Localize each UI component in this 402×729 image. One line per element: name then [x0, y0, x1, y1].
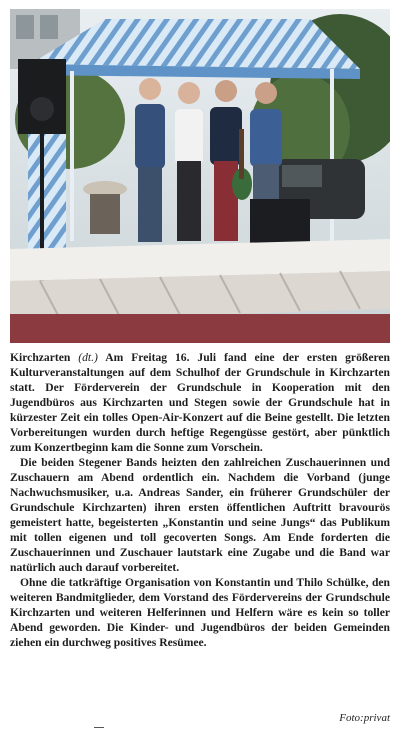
article-paragraph-2: Die beiden Stegener Bands heizten den zahlreichen Zuschauerinnen und Zuschauern am Abend ordentlich ein. Nachdem die Vorband (junge Nachwuchsmusiker, u.a. Andreas Sander, ein früherer Grundschüler der Grundschule Kirchzarten) ihren ersten öffentlichen Auftritt bravourös gemeistert hatte, begeisterten „Konstantin und seine Jungs“ das Publikum mit tollen eigenen und toll gecoverten Songs. Am Ende forderten die Zuschauerinnen und Zuschauer lautstark eine Zugabe und die Band war natürlich auch darauf vorbereitet. — [10, 456, 390, 574]
page-mark — [94, 727, 104, 728]
article-paragraph-1 — [10, 350, 390, 455]
dateline: Kirchzarten — [10, 351, 71, 364]
article-paragraph-3: Ohne die tatkräftige Organisation von Konstantin und Thilo Schülke, den weiteren Bandmitglieder, dem Vorstand des Fördervereins der Grundschule Kirchzarten und weiteren Helferinnen und Helfern wäre es kein so toller Abend geworden. Die Kinder- und Jugendbüros der beiden Gemeinden ziehen ein durchweg positives Resümee. — [10, 576, 390, 649]
article-text — [10, 350, 390, 650]
paragraph-1-body: Am Freitag 16. Juli fand eine der ersten größeren Kulturveranstaltungen auf dem Schulhof der Grundschule in Kirchzarten statt. Der Förderverein der Grundschule in Kooperation mit den Jugendbüros aus Kirchzarten und Stegen sowie der Grundschule hat in kürzester Zeit ein tolles Open-Air-Konzert auf die Beine gestellt. Die letzten Vorbereitungen wurden durch heftige Regengüsse gestört, aber pünktlich zum Konzertbeginn kam die Sonne zum Vorschein. — [10, 351, 390, 454]
concert-photo-illustration — [10, 9, 390, 343]
concert-photo — [10, 9, 390, 343]
dateline-author: (dt.) — [78, 351, 98, 364]
photo-credit: Foto:privat — [339, 712, 390, 724]
